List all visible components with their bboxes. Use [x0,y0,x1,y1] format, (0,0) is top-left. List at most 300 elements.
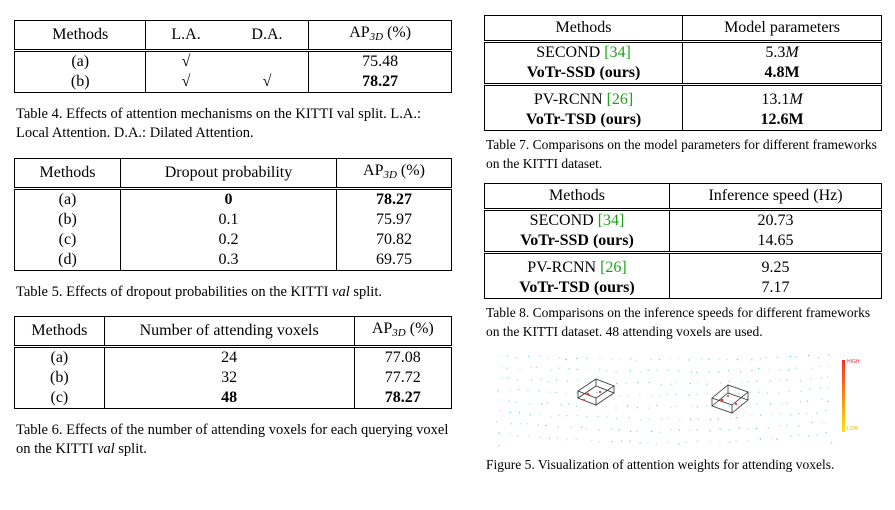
lidar-point [581,427,582,428]
lidar-point [498,432,499,433]
lidar-point [800,380,801,381]
lidar-point [828,354,829,355]
lidar-point [497,390,498,391]
lidar-point [827,376,828,377]
lidar-point [611,358,612,359]
lidar-point [539,390,540,391]
lidar-point [827,401,828,402]
table-row: SECOND [34] 5.3M [485,42,882,64]
lidar-point [559,357,560,358]
lidar-point [751,415,752,416]
lidar-point [636,360,637,361]
lidar-point [818,357,819,358]
lidar-point [706,384,707,385]
lidar-point [630,370,631,371]
lidar-point [751,359,752,360]
lidar-point [619,395,620,396]
lidar-point [758,368,759,369]
lidar-point [741,382,742,383]
table-header-row: Methods Number of attending voxels $AP_{3D}$ (%) [15,317,452,347]
lidar-point [549,438,550,439]
lidar-point [516,357,517,358]
lidar-point [628,417,629,418]
lidar-point [770,403,771,404]
lidar-point [811,422,812,423]
lidar-point [557,426,558,427]
lidar-point [576,438,577,439]
lidar-point [679,419,680,420]
lidar-point [786,403,787,404]
lidar-point [691,405,692,406]
table-5-caption: Table 5. Effects of dropout probabilities on the KITTI val split. [16,284,382,300]
table-row: VoTr-SSD (ours) 14.65 [485,231,882,253]
lidar-point [780,413,781,414]
lidar-point [498,445,499,446]
lidar-point [777,357,778,358]
lidar-point [621,440,622,441]
lidar-point [556,379,557,380]
lidar-point [520,423,521,424]
lidar-point [637,382,638,383]
lidar-point [780,369,781,370]
lidar-point [729,441,730,442]
lidar-point [577,369,578,370]
lidar-point [767,392,768,393]
lidar-point [689,429,690,430]
lidar-point [519,412,520,413]
lidar-point [526,423,527,424]
lidar-point [760,358,761,359]
lidar-point [567,439,568,440]
lidar-point [647,442,648,443]
lidar-point [651,431,652,432]
lidar-point [528,356,529,357]
lidar-point [758,392,759,393]
lidar-point [718,418,719,419]
lidar-point [688,359,689,360]
lidar-point [749,392,750,393]
lidar-point [558,415,559,416]
lidar-point [630,431,631,432]
lidar-point [795,356,796,357]
lidar-point [591,440,592,441]
lidar-point [728,430,729,431]
lidar-point [770,380,771,381]
lidar-point [611,428,612,429]
lidar-point [718,358,719,359]
lidar-point [821,399,822,400]
lidar-point [599,358,600,359]
lidar-point [539,356,540,357]
lidar-point [788,369,789,370]
lidar-point [501,366,502,367]
lidar-point [820,388,821,389]
lidar-point [831,442,832,443]
lidar-point [747,428,748,429]
lidar-point [656,370,657,371]
lidar-point [541,403,542,404]
table-row: PV-RCNN [26] 13.1M [485,85,882,111]
lidar-point [629,441,630,442]
lidar-point [639,394,640,395]
lidar-point [706,405,707,406]
lidar-point [730,418,731,419]
lidar-point [740,371,741,372]
lidar-point [718,372,719,373]
col-la: L.A. [146,21,226,51]
lidar-point [507,356,508,357]
lidar-point [796,367,797,368]
lidar-point [568,404,569,405]
lidar-point [566,415,567,416]
lidar-point [676,382,677,383]
table-row: SECOND [34] 20.73 [485,210,882,232]
bounding-box-right [712,385,748,413]
lidar-point [756,428,757,429]
lidar-point [816,412,817,413]
lidar-point [760,438,761,439]
lidar-point [539,414,540,415]
lidar-point [531,380,532,381]
lidar-point [811,378,812,379]
lidar-point [798,413,799,414]
lidar-point [751,370,752,371]
lidar-point [597,416,598,417]
lidar-point [648,370,649,371]
lidar-point [547,402,548,403]
table-header-row [15,21,452,51]
lidar-point [561,404,562,405]
lidar-point [829,366,830,367]
lidar-point [825,423,826,424]
lidar-point [811,368,812,369]
lidar-point [776,438,777,439]
lidar-point [598,441,599,442]
lidar-point [678,370,679,371]
lidar-point [618,429,619,430]
lidar-point [691,371,692,372]
lidar-point [510,433,511,434]
lidar-point [500,399,501,400]
lidar-point [670,429,671,430]
lidar-point [739,427,740,428]
table-header-row: Methods Model parameters [485,16,882,42]
lidar-point [596,392,597,393]
lidar-point [616,418,617,419]
lidar-point [538,424,539,425]
lidar-point [651,359,652,360]
lidar-point [697,441,698,442]
lidar-point [771,437,772,438]
lidar-point [530,403,531,404]
lidar-point [798,425,799,426]
heatmap-colorbar [842,360,845,432]
lidar-point [696,429,697,430]
point-cloud [496,354,832,446]
lidar-point [689,395,690,396]
lidar-point [747,440,748,441]
legend-high: HIGH [847,359,860,365]
lidar-point [565,393,566,394]
lidar-point [576,358,577,359]
lidar-point [586,369,587,370]
lidar-point [606,416,607,417]
lidar-point [630,358,631,359]
lidar-point [668,417,669,418]
table-row: VoTr-TSD (ours) 7.17 [485,278,882,299]
lidar-point [779,380,780,381]
table-8 [484,183,882,299]
lidar-point [519,369,520,370]
lidar-point [719,428,720,429]
lidar-point [749,405,750,406]
lidar-point [769,369,770,370]
table-row: VoTr-TSD (ours) 12.6M [485,110,882,131]
lidar-point [619,358,620,359]
lidar-point [708,372,709,373]
lidar-point [661,419,662,420]
lidar-point [500,410,501,411]
lidar-point [685,442,686,443]
lidar-point [586,416,587,417]
table-row: (c) 0.2 70.82 [15,230,452,250]
table-row: (d) 0.3 69.75 [15,250,452,271]
lidar-point [678,443,679,444]
table-4 [14,20,452,93]
lidar-point [606,370,607,371]
legend-low: LOW [847,426,859,432]
table-row: (b) 0.1 75.97 [15,210,452,230]
lidar-point [667,441,668,442]
lidar-point [790,356,791,357]
lidar-point [549,392,550,393]
lidar-point [606,406,607,407]
lidar-point [527,390,528,391]
lidar-point [788,391,789,392]
lidar-point [808,436,809,437]
bounding-box-left [578,379,614,405]
lidar-point [611,395,612,396]
lidar-point [669,358,670,359]
lidar-point [576,392,577,393]
lidar-point [627,405,628,406]
table-row: PV-RCNN [26] 9.25 [485,253,882,279]
lidar-point [640,420,641,421]
lidar-point [697,406,698,407]
lidar-point [656,443,657,444]
lidar-point [719,442,720,443]
lidar-point [661,384,662,385]
lidar-point [800,401,801,402]
lidar-point [768,427,769,428]
lidar-point [586,358,587,359]
table-row: (b) √ √ 78.27 [15,72,452,93]
lidar-point [696,372,697,373]
lidar-point [825,432,826,433]
lidar-point [509,389,510,390]
lidar-point [706,393,707,394]
lidar-point [671,384,672,385]
lidar-point [558,368,559,369]
lidar-point [599,429,600,430]
lidar-point [736,440,737,441]
lidar-point [810,388,811,389]
lidar-point [778,392,779,393]
lidar-point [656,405,657,406]
lidar-point [508,400,509,401]
lidar-point [648,382,649,383]
lidar-point [536,367,537,368]
table-header-row: Methods Inference speed (Hz) [485,184,882,210]
lidar-point [557,437,558,438]
lidar-point [540,437,541,438]
lidar-point [765,357,766,358]
lidar-point [708,358,709,359]
lidar-point [710,419,711,420]
lidar-point [615,407,616,408]
lidar-point [648,419,649,420]
lidar-point [806,413,807,414]
lidar-point [550,416,551,417]
lidar-point [786,425,787,426]
lidar-point [567,381,568,382]
lidar-point [678,358,679,359]
lidar-point [827,387,828,388]
lidar-point [540,379,541,380]
lidar-point [637,407,638,408]
lidar-point [690,383,691,384]
lidar-point [577,415,578,416]
lidar-point [779,425,780,426]
lidar-point [566,359,567,360]
lidar-point [798,435,799,436]
lidar-point [530,367,531,368]
col-da: D.A. [226,21,309,51]
lidar-point [659,359,660,360]
lidar-point [550,370,551,371]
lidar-point [667,394,668,395]
lidar-point [701,358,702,359]
lidar-point [611,441,612,442]
lidar-point [599,369,600,370]
lidar-point [727,359,728,360]
table-row: (a) 0 78.27 [15,189,452,211]
table-6 [14,316,452,409]
lidar-point [636,431,637,432]
table-header-row: Methods Dropout probability $AP_{3D}$ (%) [15,159,452,189]
lidar-point [667,369,668,370]
lidar-point [821,377,822,378]
lidar-point [738,393,739,394]
lidar-point [736,417,737,418]
lidar-point [571,427,572,428]
lidar-point [760,415,761,416]
table-8-caption: Table 8. Comparisons on the inference speeds for different frameworks on the KITTI dataset. 48 attending voxels are used. [486,305,871,339]
lidar-point [816,434,817,435]
lidar-point [825,410,826,411]
table-4-caption: Table 4. Effects of attention mechanisms on the KITTI val split. L.A.: Local Attention. D.A.: Dilated Attention. [16,106,422,141]
lidar-point [627,395,628,396]
lidar-point [511,423,512,424]
lidar-point [771,413,772,414]
lidar-point [675,406,676,407]
lidar-point [729,381,730,382]
lidar-point [517,379,518,380]
lidar-point [790,436,791,437]
lidar-point [555,392,556,393]
lidar-point [498,356,499,357]
lidar-point [528,435,529,436]
lidar-point [696,394,697,395]
lidar-point [589,405,590,406]
lidar-point [517,435,518,436]
lidar-point [640,371,641,372]
lidar-point [737,359,738,360]
lidar-point [626,383,627,384]
lidar-point [501,378,502,379]
lidar-point [545,425,546,426]
lidar-point [808,355,809,356]
lidar-point [510,412,511,413]
lidar-point [756,403,757,404]
lidar-point [747,381,748,382]
lidar-point [720,383,721,384]
lidar-point [676,394,677,395]
lidar-point [547,358,548,359]
lidar-point [728,370,729,371]
lidar-point [530,414,531,415]
table-row: VoTr-SSD (ours) 4.8M [485,63,882,85]
lidar-point [671,407,672,408]
lidar-point [576,405,577,406]
col-methods: Methods [15,21,146,51]
lidar-point [786,379,787,380]
lidar-point [807,400,808,401]
lidar-point [781,404,782,405]
lidar-point [819,366,820,367]
table-7-caption: Table 7. Comparisons on the model parameters for different frameworks on the KITTI dataset. [486,137,877,171]
lidar-point [697,418,698,419]
lidar-point [756,380,757,381]
lidar-point [515,402,516,403]
lidar-point [586,428,587,429]
lidar-point [659,395,660,396]
table-row: (a) 24 77.08 [15,347,452,369]
lidar-point [616,383,617,384]
lidar-point [639,443,640,444]
lidar-point [679,430,680,431]
lidar-point [821,421,822,422]
table-row: (b) 32 77.72 [15,368,452,388]
table-row: (a) √ 75.48 [15,51,452,73]
table-6-caption: Table 6. Effects of the number of attending voxels for each querying voxel on the KITTI val split. [16,422,449,457]
lidar-point [506,368,507,369]
col-ap: $AP_{3D}$ (%) [309,21,452,51]
lidar-point [790,414,791,415]
table-row: (c) 48 78.27 [15,388,452,409]
lidar-point [568,368,569,369]
lidar-point [508,377,509,378]
lidar-point [709,441,710,442]
lidar-point [651,395,652,396]
table-5 [14,158,452,271]
lidar-point [615,371,616,372]
lidar-point [518,389,519,390]
lidar-point [697,382,698,383]
figure-5-caption: Figure 5. Visualization of attention weights for attending voxels. [486,457,835,472]
table-7 [484,15,882,131]
lidar-point [800,391,801,392]
